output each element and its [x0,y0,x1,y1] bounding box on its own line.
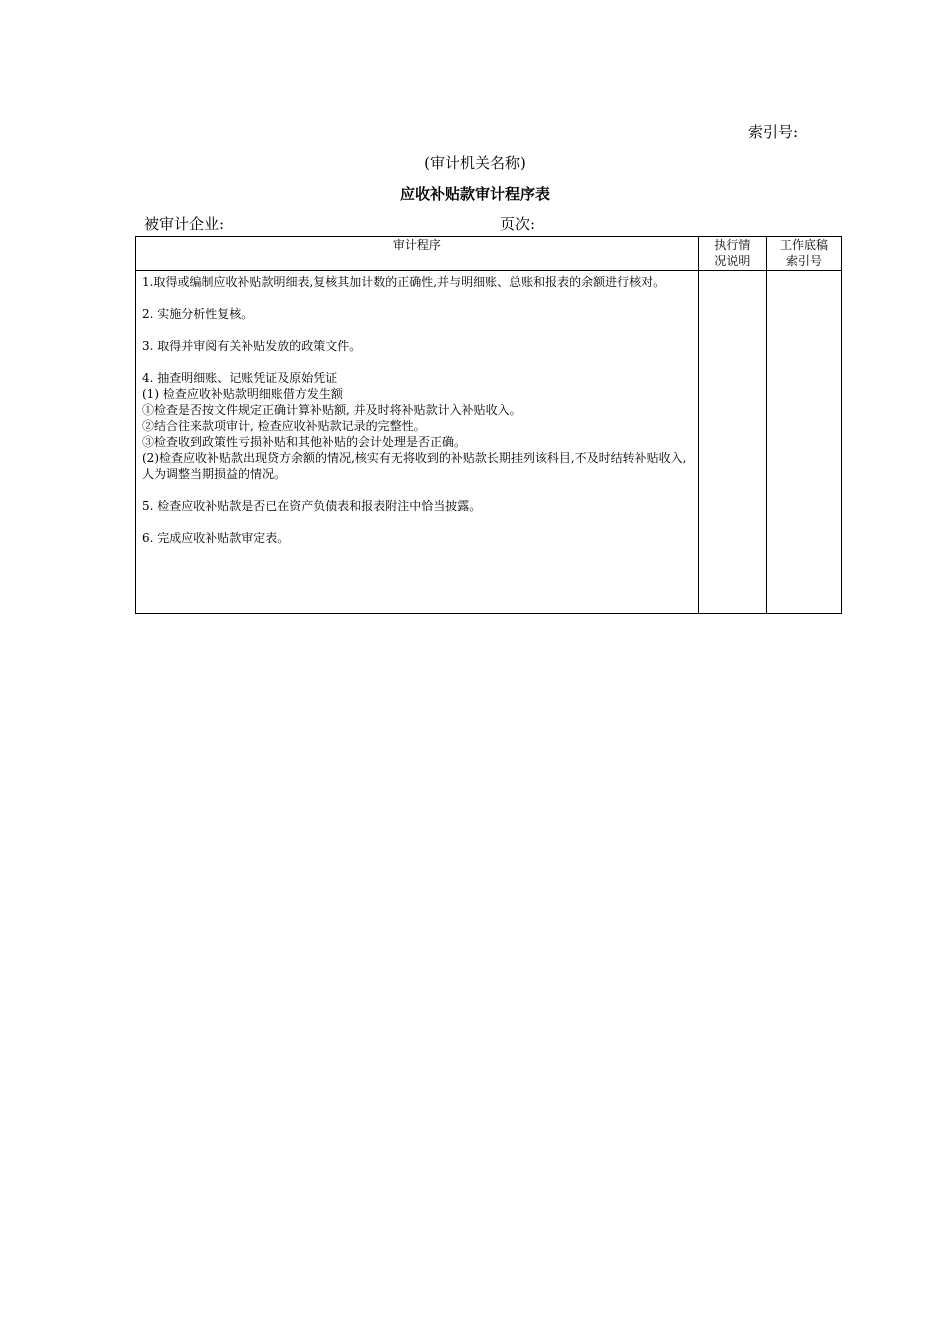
execution-column-header [698,237,766,271]
procedure-steps-list [136,271,698,546]
table-body-row [136,271,842,614]
procedure-column-header [136,237,699,271]
audited-company-label: 被审计企业: [144,215,225,233]
procedure-header-text: 审计程序 [392,238,441,252]
step-6: 6. 完成应收补贴款审定表。 [142,531,290,545]
step-4-sub-2: (2)检查应收补贴款出现贷方余额的情况,核实有无将收到的补贴款长期挂列该科目,不及时结转补贴收入, 人为调整当期损益的情况。 [142,451,687,481]
workpaper-column-header [766,237,841,271]
workpaper-header-line1: 工作底稿 [779,238,828,252]
audit-procedure-table [135,236,842,614]
index-number-label: 索引号: [748,123,799,141]
audit-agency-name: (审计机关名称) [424,154,526,172]
step-4-sub-1-b: ②结合往来款项审计, 检查应收补贴款记录的完整性。 [142,419,426,433]
step-4-sub-1-a: ①检查是否按文件规定正确计算补贴额, 并及时将补贴款计入补贴收入。 [142,403,522,417]
step-4: 4. 抽查明细账、记账凭证及原始凭证 [142,371,338,385]
execution-notes-cell [698,271,766,614]
execution-header-line1: 执行情 [714,238,751,252]
page-number-label: 页次: [500,215,536,233]
procedure-steps-cell [136,271,699,614]
table-header-row [136,237,842,271]
workpaper-header-line2: 索引号 [785,254,822,268]
workpaper-index-cell [766,271,841,614]
document-title: 应收补贴款审计程序表 [399,185,550,203]
execution-header-line2: 况说明 [714,254,751,268]
step-1: 1.取得或编制应收补贴款明细表,复核其加计数的正确性,并与明细账、总账和报表的余额进行核对。 [142,275,666,289]
step-2: 2. 实施分析性复核。 [142,307,254,321]
step-3: 3. 取得并审阅有关补贴发放的政策文件。 [142,339,362,353]
step-5: 5. 检查应收补贴款是否已在资产负债表和报表附注中恰当披露。 [142,499,482,513]
step-4-sub-1-c: ③检查收到政策性亏损补贴和其他补贴的会计处理是否正确。 [142,435,467,449]
step-4-sub-1: (1) 检查应收补贴款明细账借方发生额 [142,387,343,401]
